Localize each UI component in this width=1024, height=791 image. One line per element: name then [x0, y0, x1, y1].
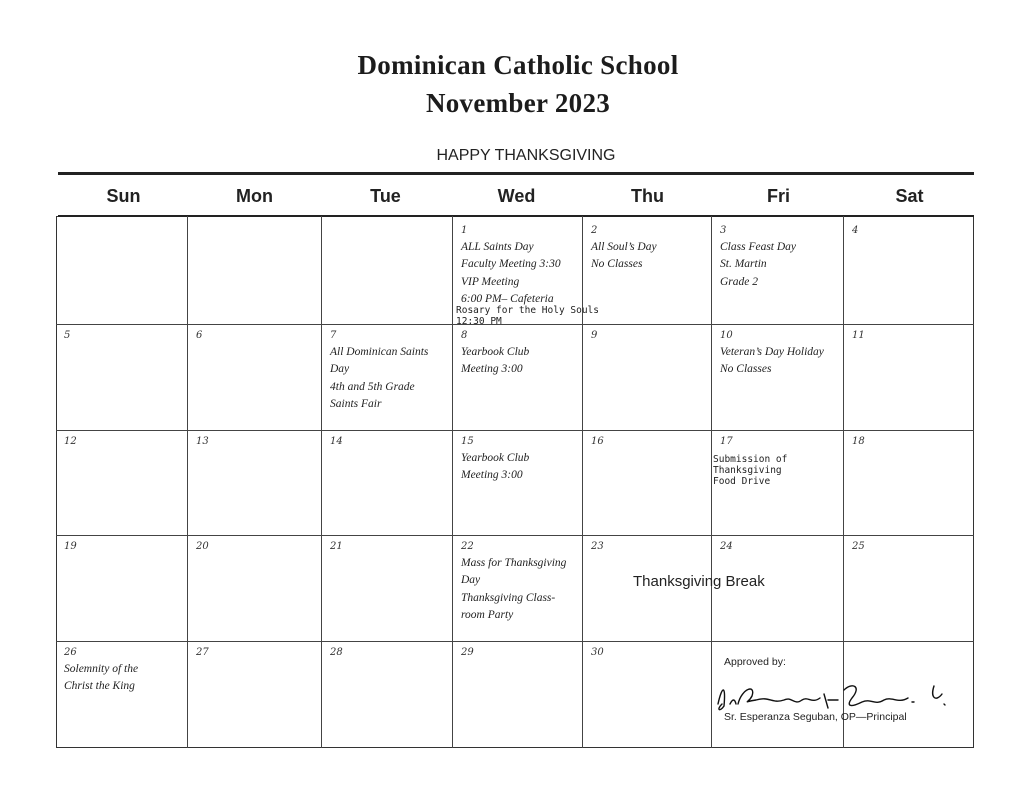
- event-line: Solemnity of the: [64, 663, 139, 675]
- event-line: Day: [461, 574, 481, 587]
- event-line: Class Feast Day: [720, 241, 797, 253]
- weekday-header-row: [58, 176, 974, 216]
- event-line: Meeting 3:00: [461, 469, 523, 482]
- day-number: 3: [720, 225, 727, 236]
- day-number: 7: [330, 330, 337, 341]
- day-number: 27: [196, 647, 209, 658]
- day-number: 14: [330, 436, 343, 447]
- day-number: 13: [196, 436, 209, 447]
- grid-row-divider: [56, 535, 974, 536]
- event-nov1: [461, 239, 561, 308]
- event-line: Meeting 3:00: [461, 363, 523, 376]
- day-number: 15: [461, 436, 474, 447]
- event-line: Yearbook Club: [461, 452, 530, 464]
- event-nov7: [330, 344, 428, 413]
- weekday-sat: Sat: [895, 186, 924, 206]
- event-nov15: [461, 450, 529, 485]
- event-nov17: [713, 454, 787, 487]
- grid-column-divider: [582, 216, 583, 748]
- calendar-subtitle: HAPPY THANKSGIVING: [436, 147, 616, 164]
- event-nov10: [720, 344, 824, 379]
- weekday-sun: Sun: [106, 186, 141, 206]
- event-line: Food Drive: [713, 476, 771, 487]
- day-number: 2: [591, 225, 598, 236]
- grid-row-divider: [56, 430, 974, 431]
- grid-column-divider: [187, 216, 188, 748]
- day-number: 19: [64, 541, 77, 552]
- day-number: 21: [330, 541, 343, 552]
- event-line: All Dominican Saints: [330, 346, 429, 358]
- event-line: Mass for Thanksgiving: [461, 557, 567, 569]
- event-line: VIP Meeting: [461, 275, 520, 288]
- month-title: November 2023: [425, 88, 611, 118]
- grid-column-divider: [321, 216, 322, 748]
- grid-column-divider: [843, 216, 844, 748]
- day-number: 26: [64, 647, 77, 658]
- day-number: 5: [64, 330, 71, 341]
- day-number: 6: [196, 330, 203, 341]
- event-nov1-rosary: [456, 305, 599, 327]
- event-line: Christ the King: [64, 680, 135, 693]
- day-number: 30: [591, 647, 604, 658]
- weekday-wed: Wed: [497, 186, 536, 206]
- grid-column-divider: [452, 216, 453, 748]
- day-number: 23: [591, 541, 604, 552]
- header-rule: [58, 172, 974, 175]
- event-line: 4th and 5th Grade: [330, 380, 415, 393]
- day-number: 22: [461, 541, 474, 552]
- day-number: 4: [852, 225, 859, 236]
- weekday-tue: Tue: [370, 186, 401, 206]
- day-number: 25: [852, 541, 865, 552]
- day-number: 8: [461, 330, 468, 341]
- event-line: Submission of: [713, 454, 788, 465]
- event-line: Rosary for the Holy Souls: [456, 305, 599, 316]
- day-number: 18: [852, 436, 865, 447]
- day-number: 28: [330, 647, 343, 658]
- day-number: 9: [591, 330, 598, 341]
- event-line: No Classes: [591, 258, 643, 271]
- event-line: Day: [330, 363, 350, 376]
- event-line: Faculty Meeting 3:30: [461, 258, 561, 271]
- grid-column-divider: [711, 216, 712, 748]
- day-number: 16: [591, 436, 604, 447]
- weekday-thu: Thu: [631, 186, 664, 206]
- event-line: St. Martin: [720, 258, 767, 271]
- day-number: 1: [461, 225, 468, 236]
- event-line: ALL Saints Day: [461, 241, 534, 253]
- day-number: 29: [461, 647, 474, 658]
- event-line: All Soul’s Day: [591, 241, 657, 253]
- event-nov26: [64, 661, 138, 696]
- event-line: 12:30 PM: [456, 316, 502, 327]
- day-number: 20: [196, 541, 209, 552]
- event-line: Saints Fair: [330, 397, 382, 410]
- event-line: Veteran’s Day Holiday: [720, 346, 824, 358]
- thanksgiving-break-label: Thanksgiving Break: [633, 573, 765, 590]
- event-nov3: [720, 239, 796, 291]
- event-nov22: [461, 555, 566, 624]
- event-line: Yearbook Club: [461, 346, 530, 358]
- day-number: 12: [64, 436, 77, 447]
- school-title: Dominican Catholic School: [357, 50, 679, 80]
- grid-row-divider: [56, 641, 974, 642]
- event-line: 6:00 PM– Cafeteria: [461, 292, 554, 305]
- principal-name: Sr. Esperanza Seguban, OP—Principal: [724, 711, 907, 723]
- event-nov2: [591, 239, 657, 274]
- day-number: 24: [720, 541, 733, 552]
- day-number: 17: [720, 436, 733, 447]
- event-line: Thanksgiving Class-: [461, 591, 556, 604]
- event-line: Grade 2: [720, 275, 759, 288]
- event-line: No Classes: [720, 363, 772, 376]
- day-number: 11: [852, 330, 865, 341]
- grid-top-rule: [58, 215, 974, 217]
- approved-by-label: Approved by:: [724, 656, 786, 668]
- event-line: Thanksgiving: [713, 465, 782, 476]
- event-nov8: [461, 344, 529, 379]
- event-line: room Party: [461, 608, 514, 621]
- weekday-mon: Mon: [236, 186, 273, 206]
- weekday-fri: Fri: [766, 186, 790, 206]
- day-number: 10: [720, 330, 733, 341]
